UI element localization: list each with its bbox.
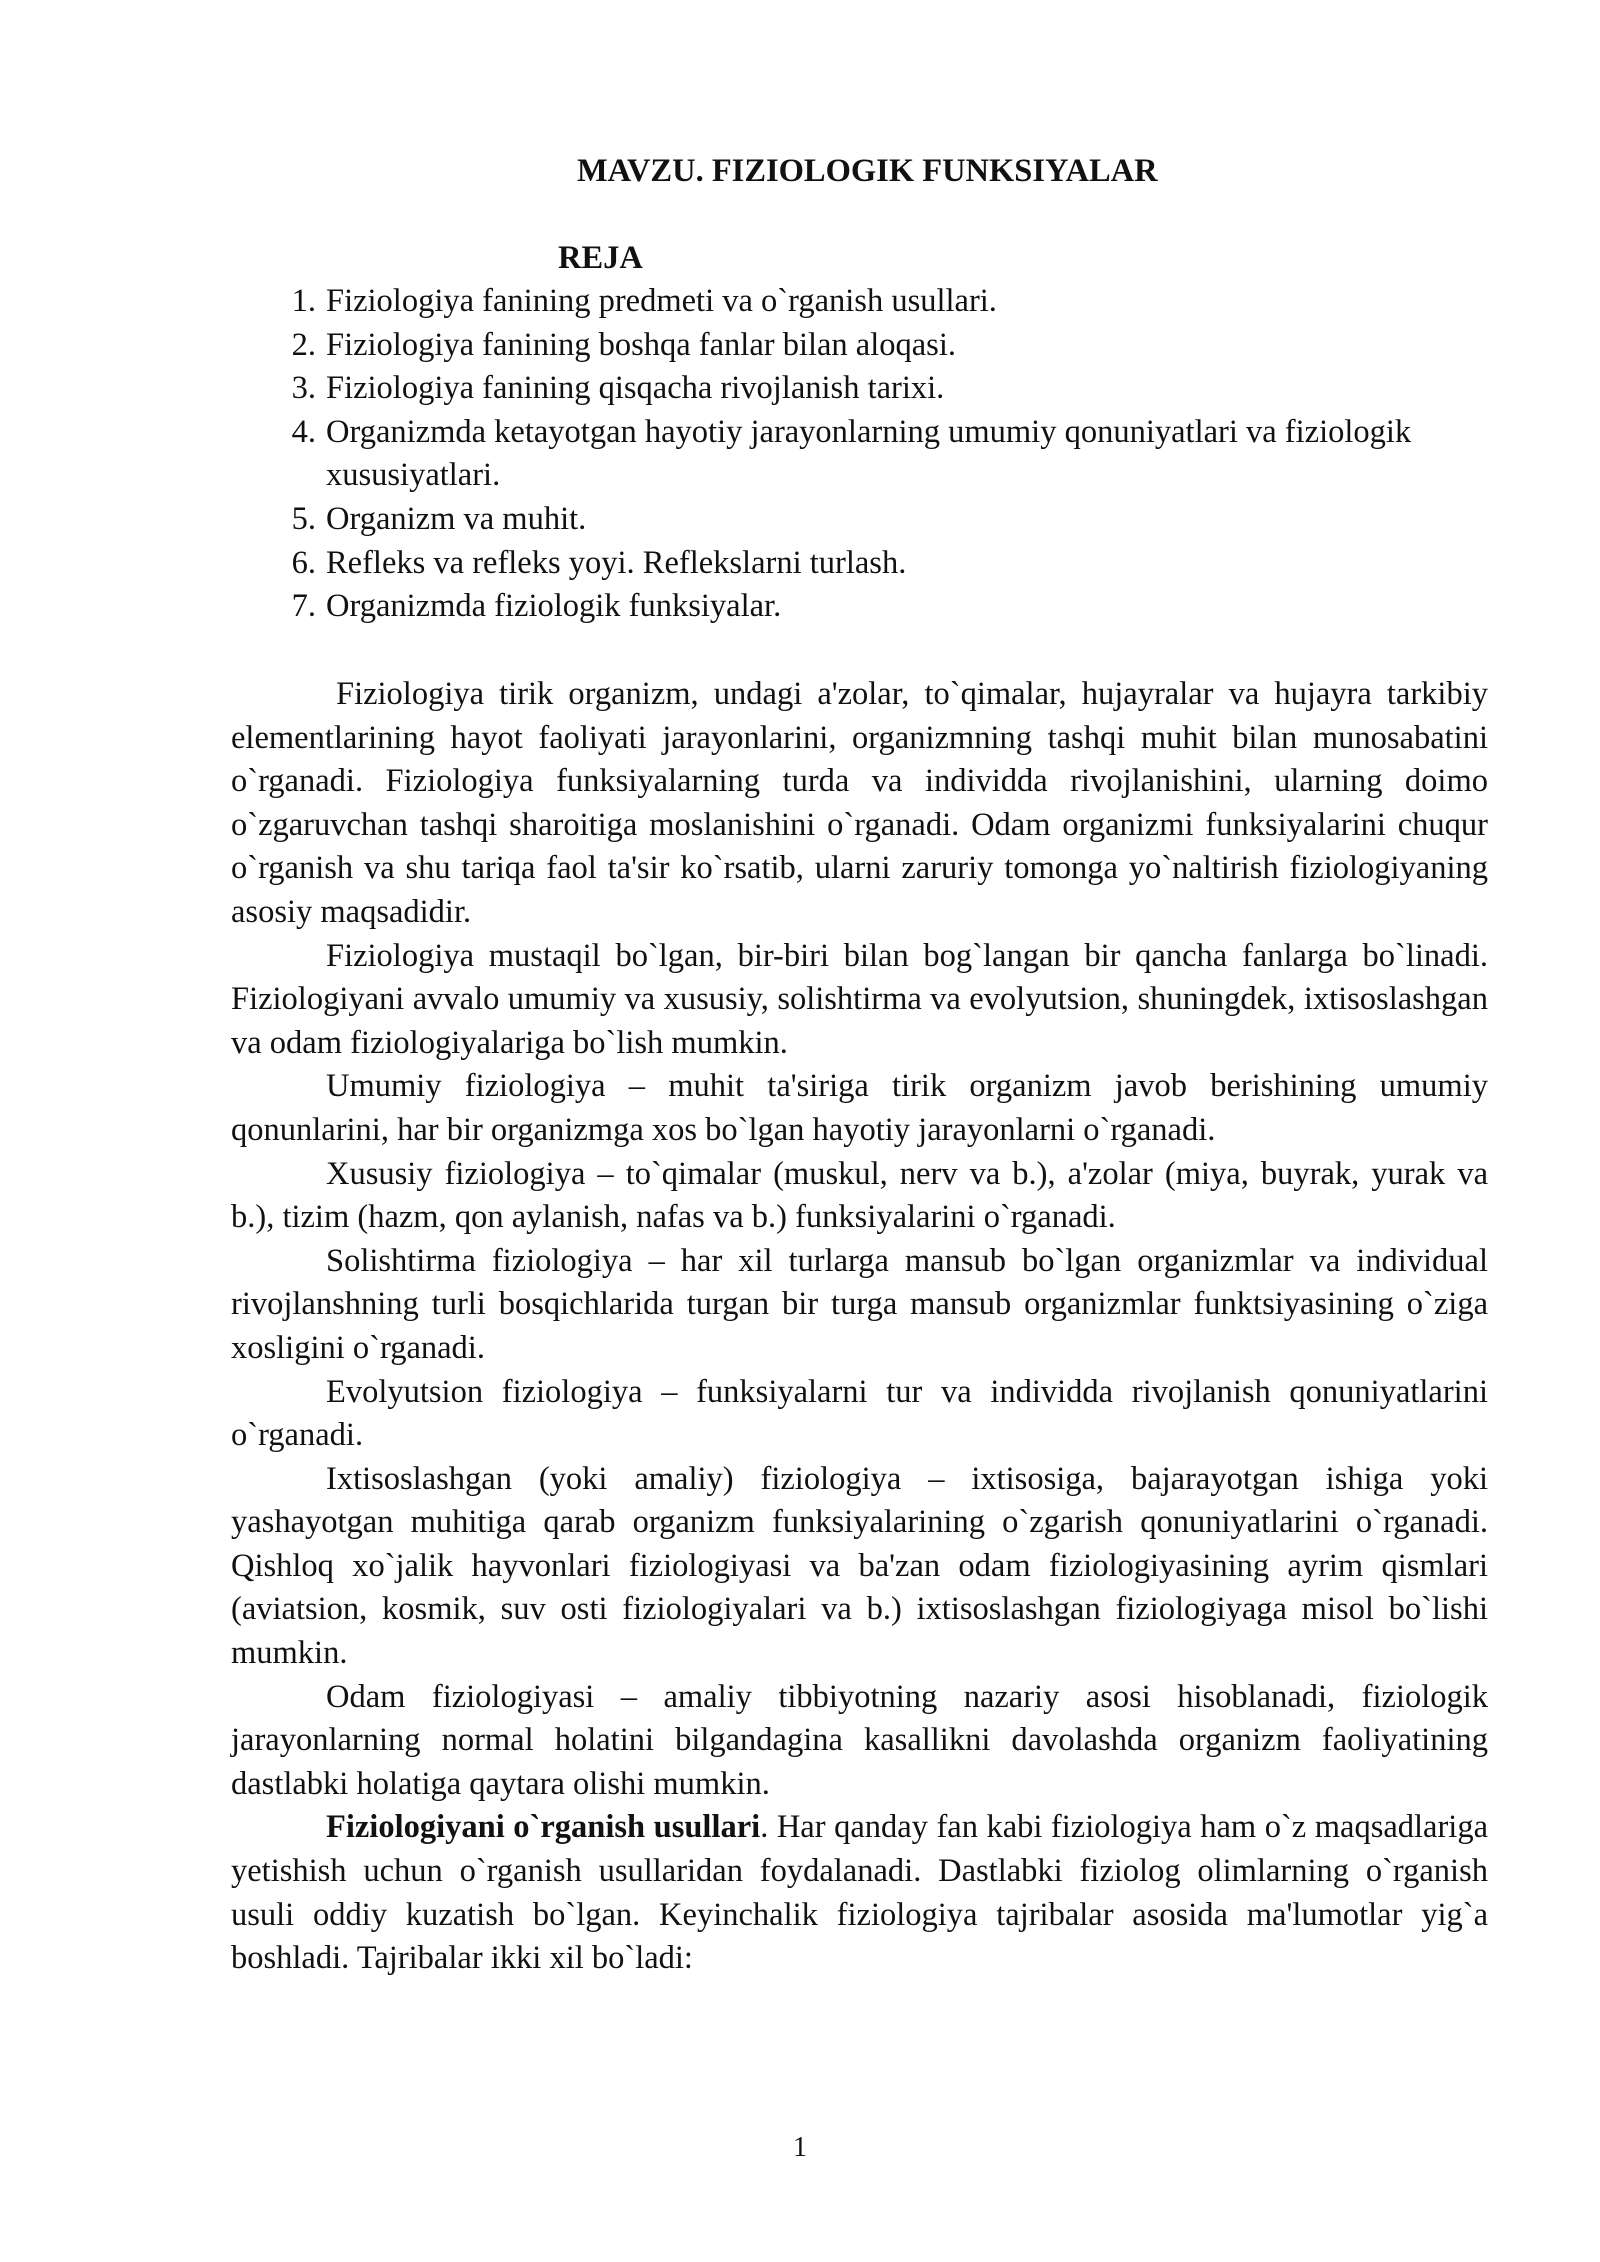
plan-item <box>272 542 1492 586</box>
paragraph: Fiziologiya tirik organizm, undagi a'zolar, to`qimalar, hujayralar va hujayra tarkibiy elementlarining hayot faoliyati jarayonlarini, organizmning tashqi muhit bilan munosabatini o`rganadi. Fiziologiya funksiyalarning turda va individda rivojlanishini, ularning doimo o`zgaruvchan tashqi sharoitiga moslanishini o`rganadi. Odam organizmi funksiyalarini chuqur o`rganish va shu tariqa faol ta'sir ko`rsatib, ularni zaruriy tomonga yo`naltirish fiziologiyaning asosiy maqsadidir. <box>231 676 1488 930</box>
plan-item-number: 2. <box>291 326 316 363</box>
plan-item-text: Organizmda ketayotgan hayotiy jarayonlarning umumiy qonuniyatlari va fiziologik xususiyatlari. <box>326 413 1412 494</box>
plan-item <box>272 367 1492 411</box>
plan-item-text: Fiziologiya fanining qisqacha rivojlanish tarixi. <box>326 370 945 407</box>
plan-item-number: 5. <box>291 500 316 537</box>
page-number: 1 <box>793 2132 807 2163</box>
plan-list <box>272 280 1492 629</box>
paragraph: Fiziologiya mustaqil bo`lgan, bir-biri bilan bog`langan bir qancha fanlarga bo`linadi. Fiziologiyani avvalo umumiy va xususiy, solishtirma va evolyutsion, shuningdek, ixtisoslashgan va odam fiziologiyalariga bo`lish mumkin. <box>231 937 1488 1061</box>
paragraph: Xususiy fiziologiya – to`qimalar (muskul, nerv va b.), a'zolar (miya, buyrak, yurak va b.), tizim (hazm, qon aylanish, nafas va b.) funksiyalarini o`rganadi. <box>231 1155 1488 1236</box>
plan-item-number: 3. <box>291 370 316 407</box>
paragraph <box>231 1806 1488 1980</box>
plan-item <box>272 498 1492 542</box>
plan-item <box>272 585 1492 629</box>
plan-item-number: 6. <box>291 544 316 581</box>
paragraph: Evolyutsion fiziologiya – funksiyalarni tur va individda rivojlanish qonuniyatlarini o`rganadi. <box>231 1373 1488 1454</box>
plan-item-number: 4. <box>291 413 316 450</box>
plan-item <box>272 324 1492 368</box>
paragraph-text: . Har qanday fan kabi fiziologiya ham o`z maqsadlariga yetishish uchun o`rganish usullaridan foydalanadi. Dastlabki fiziolog olimlarning o`rganish usuli oddiy kuzatish bo`lgan. Keyinchalik fiziologiya tajribalar asosida ma'lumotlar yig`a boshladi. Tajribalar ikki xil bo`ladi: <box>231 1809 1488 1977</box>
plan-item-number: 1. <box>291 283 316 319</box>
plan-item <box>272 280 1492 324</box>
paragraph: Umumiy fiziologiya – muhit ta'siriga tirik organizm javob berishining umumiy qonunlarini, har bir organizmga xos bo`lgan hayotiy jarayonlarni o`rganadi. <box>231 1068 1488 1148</box>
document-body <box>231 673 1488 1981</box>
plan-item <box>272 411 1492 498</box>
plan-item-text: Fiziologiya fanining boshqa fanlar bilan aloqasi. <box>326 326 956 363</box>
paragraph-lead-bold: Fiziologiyani o`rganish usullari <box>326 1809 761 1846</box>
plan-item-text: Organizmda fiziologik funksiyalar. <box>326 588 782 625</box>
paragraph: Solishtirma fiziologiya – har xil turlarga mansub bo`lgan organizmlar va individual rivojlanshning turli bosqichlarida turgan bir turga mansub organizmlar funktsiyasining o`ziga xosligini o`rganadi. <box>231 1242 1488 1366</box>
plan-item-number: 7. <box>291 588 316 625</box>
document-title: MAVZU. FIZIOLOGIK FUNKSIYALAR <box>577 153 1158 189</box>
plan-item-text: Organizm va muhit. <box>326 500 587 537</box>
paragraph: Ixtisoslashgan (yoki amaliy) fiziologiya – ixtisosiga, bajarayotgan ishiga yoki yashayotgan muhitiga qarab organizm funksiyalarining o`zgarish qonuniyatlarini o`rganadi. Qishloq xo`jalik hayvonlari fiziologiyasi va ba'zan odam fiziologiyasining ayrim qismlari (aviatsion, kosmik, suv osti fiziologiyalari va b.) ixtisoslashgan fiziologiyaga misol bo`lishi mumkin. <box>231 1460 1488 1672</box>
paragraph: Odam fiziologiyasi – amaliy tibbiyotning nazariy asosi hisoblanadi, fiziologik jarayonlarning normal holatini bilgandagina kasallikni davolashda organizm faoliyatining dastlabki holatiga qaytara olishi mumkin. <box>231 1678 1488 1802</box>
plan-item-text: Refleks va refleks yoyi. Reflekslarni turlash. <box>326 544 907 581</box>
plan-item-text: Fiziologiya fanining predmeti va o`rganish usullari. <box>326 283 997 319</box>
plan-heading: REJA <box>558 240 643 276</box>
